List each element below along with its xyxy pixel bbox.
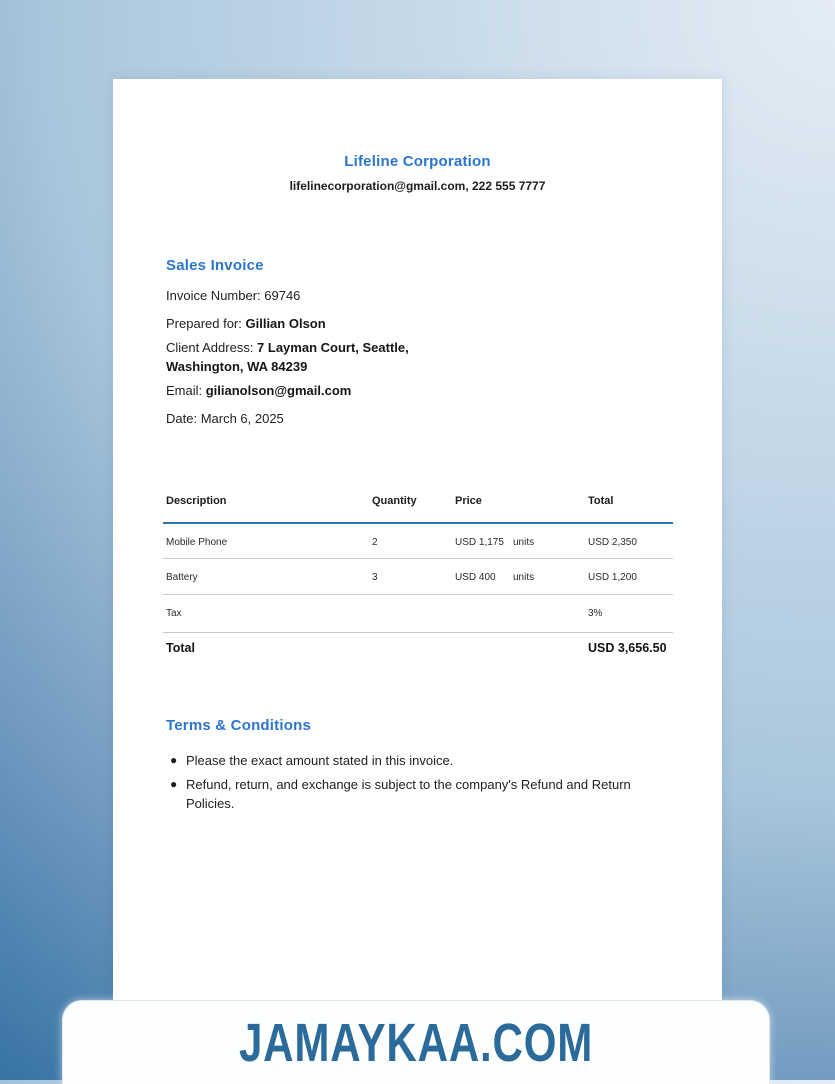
invoice-date-label: Date: (166, 411, 201, 426)
column-header-price: Price (455, 495, 482, 507)
invoice-document-page (113, 79, 722, 1005)
cell-quantity: 2 (372, 537, 378, 548)
cell-total: 3% (588, 608, 603, 619)
bullet-icon: ● (170, 777, 178, 791)
term-text: Please the exact amount stated in this invoice. (186, 753, 454, 768)
table-row (163, 524, 673, 559)
column-header-total: Total (588, 495, 614, 507)
client-email-value: gilianolson@gmail.com (205, 383, 352, 398)
cell-units: units (513, 537, 535, 548)
cell-price (455, 608, 513, 632)
invoice-date-value: March 6, 2025 (200, 411, 284, 426)
terms-list (170, 751, 640, 818)
cell-units (513, 608, 588, 632)
cell-total: USD 2,350 (588, 537, 637, 548)
bullet-icon: ● (170, 753, 178, 767)
total-label: Total (166, 641, 195, 655)
line-items-table (163, 495, 673, 655)
client-address-line (166, 338, 438, 376)
cell-quantity (372, 608, 455, 632)
cell-total: USD 1,200 (588, 572, 637, 583)
invoice-number-label: Invoice Number: (166, 288, 265, 303)
table-header-row (163, 495, 673, 524)
client-address-label: Client Address: (166, 340, 258, 355)
invoice-number-line (166, 286, 300, 305)
table-row (163, 559, 673, 595)
company-name: Lifeline Corporation (344, 153, 491, 170)
website-banner (62, 1000, 770, 1084)
list-item (170, 751, 640, 770)
list-item (170, 775, 640, 813)
table-total-row (163, 633, 673, 655)
client-address-value: 7 Layman Court, Seattle, Washington, WA 84239 (166, 340, 409, 374)
total-value: USD 3,656.50 (588, 641, 667, 655)
cell-quantity: 3 (372, 572, 378, 583)
cell-description: Battery (166, 572, 198, 583)
cell-description: Tax (166, 608, 182, 619)
client-email-line (166, 381, 351, 400)
column-header-units (513, 495, 588, 522)
prepared-for-line (166, 314, 326, 333)
cell-units: units (513, 572, 535, 583)
invoice-section-title: Sales Invoice (166, 257, 264, 274)
client-email-label: Email: (166, 383, 206, 398)
client-name: Gillian Olson (245, 316, 326, 331)
website-link[interactable]: JAMAYKAA.COM (238, 1012, 594, 1073)
cell-price: USD 1,175 (455, 537, 504, 548)
invoice-number-value: 69746 (264, 288, 301, 303)
table-row (163, 595, 673, 633)
invoice-date-line (166, 409, 284, 428)
cell-price: USD 400 (455, 572, 496, 583)
column-header-quantity: Quantity (372, 495, 417, 507)
column-header-description: Description (166, 495, 227, 507)
terms-section-title: Terms & Conditions (166, 717, 311, 734)
company-contact: lifelinecorporation@gmail.com, 222 555 7777 (289, 179, 546, 193)
prepared-for-label: Prepared for: (166, 316, 246, 331)
term-text: Refund, return, and exchange is subject to the company's Refund and Return Policies. (186, 777, 631, 811)
cell-description: Mobile Phone (166, 537, 228, 548)
